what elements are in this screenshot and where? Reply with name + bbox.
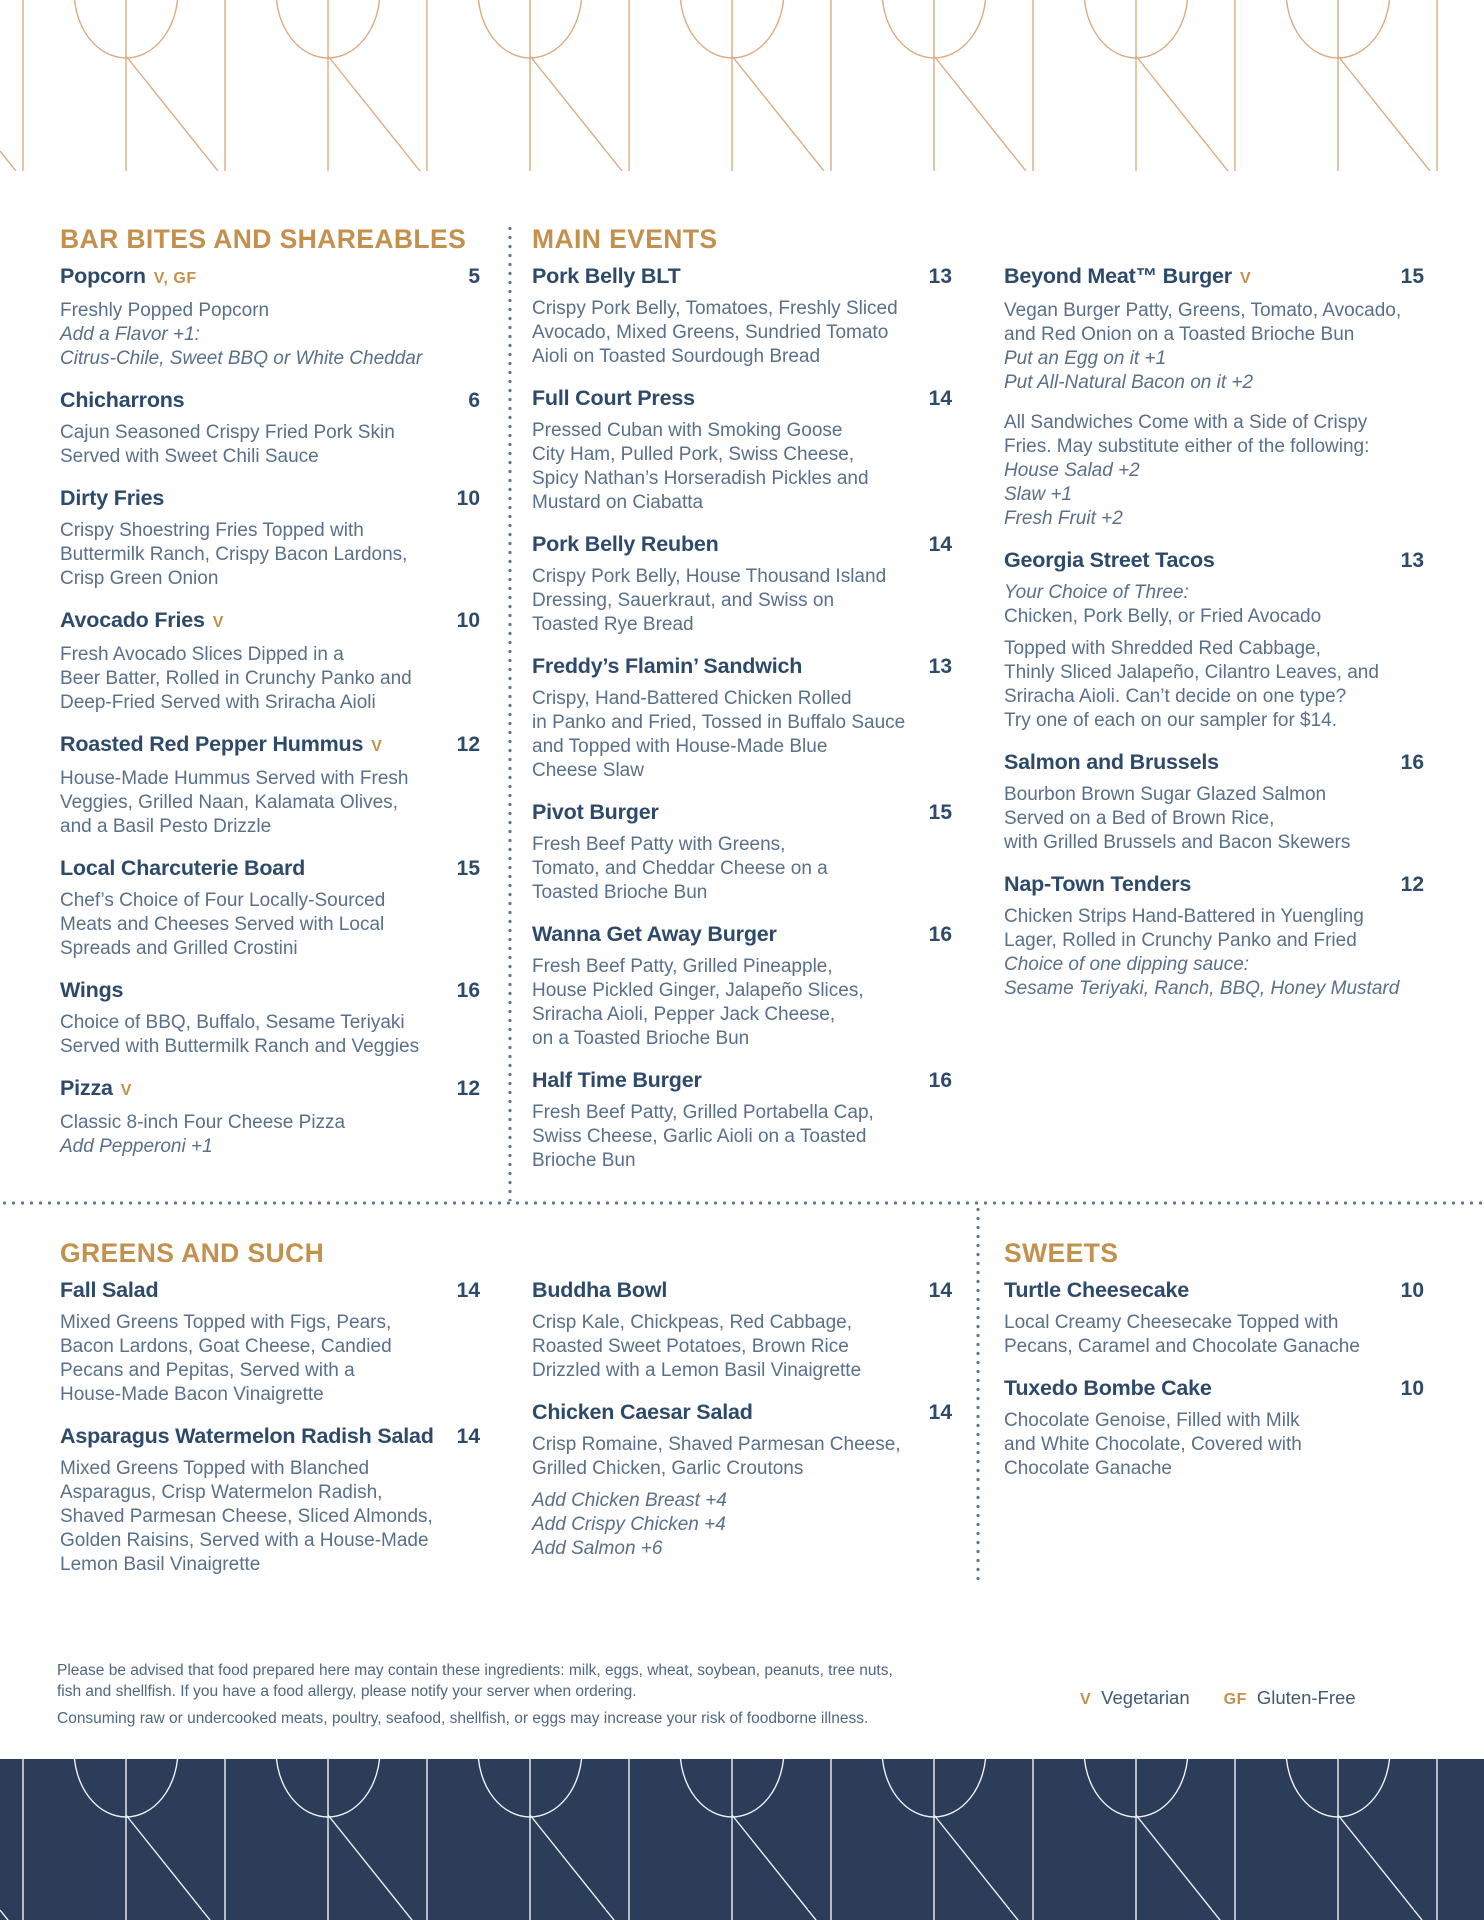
item-price: 14 (456, 1425, 480, 1448)
sandwich-sides-note (1004, 411, 1424, 531)
menu-item-pizza (60, 1075, 480, 1159)
note-option-line: Fresh Fruit +2 (1004, 508, 1123, 529)
item-desc-line: Sriracha Aioli. Can’t decide on one type? (1004, 686, 1347, 707)
menu-item-buddha-bowl (532, 1277, 952, 1383)
item-desc-line: House Pickled Ginger, Jalapeño Slices, (532, 980, 864, 1001)
item-desc-line: Mixed Greens Topped with Figs, Pears, (60, 1312, 392, 1333)
item-desc-line: Crispy Pork Belly, House Thousand Island (532, 566, 887, 587)
menu-item-turtle-cheesecake (1004, 1277, 1424, 1359)
item-desc-line: Crispy Pork Belly, Tomatoes, Freshly Sliced (532, 298, 898, 319)
item-desc-line: Meats and Cheeses Served with Local (60, 914, 385, 935)
menu-item-asparagus-salad (60, 1423, 480, 1577)
item-price: 14 (928, 1401, 952, 1424)
menu-item-chicharrons (60, 387, 480, 469)
item-name: Local Charcuterie Board (60, 856, 306, 880)
item-name: Pizza (60, 1076, 113, 1100)
menu-bottom-section (0, 1205, 1484, 1655)
menu-item-hummus (60, 731, 480, 839)
menu-item-avocado-fries (60, 607, 480, 715)
item-desc-line: Tomato, and Cheddar Cheese on a (532, 858, 828, 879)
item-desc-line: Served with Sweet Chili Sauce (60, 446, 319, 467)
item-desc-line: and Red Onion on a Toasted Brioche Bun (1004, 324, 1355, 345)
diet-badge: V (1239, 270, 1252, 287)
item-desc-line: Toasted Rye Bread (532, 614, 694, 635)
item-desc-line: Chocolate Ganache (1004, 1458, 1172, 1479)
item-desc-line: Deep-Fried Served with Sriracha Aioli (60, 692, 376, 713)
item-price: 12 (1400, 873, 1424, 896)
note-option-line: House Salad +2 (1004, 460, 1140, 481)
item-price: 14 (928, 1279, 952, 1302)
diet-badge: V (371, 738, 383, 755)
item-name: Dirty Fries (60, 486, 165, 510)
item-desc-line: Thinly Sliced Jalapeño, Cilantro Leaves, and (1004, 662, 1379, 683)
item-note-line: Add a Flavor +1: (60, 324, 200, 345)
item-price: 13 (928, 655, 952, 678)
menu-item-tuxedo-bombe-cake (1004, 1375, 1424, 1481)
vegetarian-label: Vegetarian (1101, 1687, 1190, 1708)
item-desc-line: with Grilled Brussels and Bacon Skewers (1004, 832, 1351, 853)
item-price: 13 (928, 265, 952, 288)
item-price: 16 (1400, 751, 1424, 774)
item-name: Chicken Caesar Salad (532, 1400, 753, 1424)
menu-top-section (0, 171, 1484, 1201)
menu-item-charcuterie (60, 855, 480, 961)
item-desc-line: Bacon Lardons, Goat Cheese, Candied (60, 1336, 392, 1357)
section-title-sweets: SWEETS (1004, 1238, 1119, 1268)
item-desc-line: and Topped with House-Made Blue (532, 736, 828, 757)
item-name: Avocado Fries (60, 608, 205, 632)
item-name: Fall Salad (60, 1278, 159, 1302)
item-note-line: Put All-Natural Bacon on it +2 (1004, 372, 1254, 393)
item-desc-line: and White Chocolate, Covered with (1004, 1434, 1302, 1455)
diet-badge: V (212, 614, 224, 631)
item-note-line: Add Pepperoni +1 (60, 1136, 213, 1157)
item-note-line: Your Choice of Three: (1004, 582, 1189, 603)
vertical-dotted-divider (976, 1205, 980, 1582)
item-desc-line: Lager, Rolled in Crunchy Panko and Fried (1004, 930, 1357, 951)
item-desc-line: Spicy Nathan’s Horseradish Pickles and (532, 468, 869, 489)
diet-badge: V (120, 1082, 132, 1099)
item-price: 14 (928, 387, 952, 410)
item-desc-line: Crisp Kale, Chickpeas, Red Cabbage, (532, 1312, 853, 1333)
item-name: Pivot Burger (532, 800, 659, 824)
item-desc-line: Pecans and Pepitas, Served with a (60, 1360, 355, 1381)
vertical-dotted-divider (508, 224, 512, 1201)
item-desc-line: Aioli on Toasted Sourdough Bread (532, 346, 821, 367)
item-name: Nap-Town Tenders (1004, 872, 1192, 896)
item-desc-line: Crispy Shoestring Fries Topped with (60, 520, 364, 541)
item-desc-line: Lemon Basil Vinaigrette (60, 1554, 261, 1575)
main-events-column (532, 224, 952, 1201)
item-desc-line: Avocado, Mixed Greens, Sundried Tomato (532, 322, 889, 343)
menu-item-full-court-press (532, 385, 952, 515)
item-price: 15 (456, 857, 480, 880)
item-price: 14 (928, 533, 952, 556)
item-desc-line: Chicken, Pork Belly, or Fried Avocado (1004, 606, 1322, 627)
item-desc-line: Local Creamy Cheesecake Topped with (1004, 1312, 1339, 1333)
footer (0, 1655, 1484, 1759)
item-desc-line: City Ham, Pulled Pork, Swiss Cheese, (532, 444, 855, 465)
bar-bites-column (60, 224, 480, 1201)
item-name: Full Court Press (532, 386, 695, 410)
item-desc-line: Pressed Cuban with Smoking Goose (532, 420, 843, 441)
item-desc-line: Chocolate Genoise, Filled with Milk (1004, 1410, 1300, 1431)
item-desc-line: in Panko and Fried, Tossed in Buffalo Sauce (532, 712, 906, 733)
item-note-line: Put an Egg on it +1 (1004, 348, 1167, 369)
menu-item-chicken-caesar-salad (532, 1399, 952, 1561)
item-desc-line: Cheese Slaw (532, 760, 644, 781)
item-name: Roasted Red Pepper Hummus (60, 732, 364, 756)
menu-item-beyond-meat-burger (1004, 263, 1424, 395)
menu-item-salmon-and-brussels (1004, 749, 1424, 855)
item-desc-line: Spreads and Grilled Crostini (60, 938, 298, 959)
item-desc-line: Fresh Avocado Slices Dipped in a (60, 644, 344, 665)
item-desc-line: Vegan Burger Patty, Greens, Tomato, Avocado, (1004, 300, 1402, 321)
item-desc-line: Dressing, Sauerkraut, and Swiss on (532, 590, 835, 611)
item-desc-line: Mustard on Ciabatta (532, 492, 704, 513)
item-name: Wanna Get Away Burger (532, 922, 777, 946)
item-desc-line: Fresh Beef Patty, Grilled Portabella Cap, (532, 1102, 874, 1123)
menu-item-georgia-street-tacos (1004, 547, 1424, 733)
allergy-disclaimer-line: fish and shellfish. If you have a food allergy, please notify your server when ordering. (57, 1682, 637, 1700)
item-note-line: Add Salmon +6 (532, 1538, 663, 1559)
item-name: Freddy’s Flamin’ Sandwich (532, 654, 803, 678)
item-desc-line: Shaved Parmesan Cheese, Sliced Almonds, (60, 1506, 433, 1527)
item-price: 10 (456, 487, 480, 510)
item-desc-line: Bourbon Brown Sugar Glazed Salmon (1004, 784, 1327, 805)
menu-item-nap-town-tenders (1004, 871, 1424, 1001)
item-desc-line: House-Made Bacon Vinaigrette (60, 1384, 324, 1405)
item-desc-line: Crispy, Hand-Battered Chicken Rolled (532, 688, 852, 709)
item-price: 5 (468, 265, 480, 288)
diet-badge: V, GF (153, 270, 197, 287)
greens-column (60, 1238, 480, 1655)
greens-column-right (532, 1238, 952, 1655)
menu-item-wings (60, 977, 480, 1059)
gluten-free-label: Gluten-Free (1256, 1687, 1356, 1708)
section-title-main-events: MAIN EVENTS (532, 224, 718, 254)
item-price: 14 (456, 1279, 480, 1302)
item-price: 16 (928, 923, 952, 946)
item-desc-line: Sriracha Aioli, Pepper Jack Cheese, (532, 1004, 836, 1025)
item-name: Buddha Bowl (532, 1278, 668, 1302)
item-desc-line: Toasted Brioche Bun (532, 882, 708, 903)
menu-item-popcorn (60, 263, 480, 371)
note-text-line: Fries. May substitute either of the following: (1004, 436, 1370, 457)
item-desc-line: Swiss Cheese, Garlic Aioli on a Toasted (532, 1126, 867, 1147)
item-desc-line: Fresh Beef Patty, Grilled Pineapple, (532, 956, 833, 977)
item-price: 6 (468, 389, 480, 412)
item-desc-line: Mixed Greens Topped with Blanched (60, 1458, 370, 1479)
diet-legend (1080, 1687, 1356, 1709)
item-name: Tuxedo Bombe Cake (1004, 1376, 1212, 1400)
section-title-bar-bites: BAR BITES AND SHAREABLES (60, 224, 467, 254)
item-desc-line: Topped with Shredded Red Cabbage, (1004, 638, 1321, 659)
item-desc-line: Buttermilk Ranch, Crispy Bacon Lardons, (60, 544, 408, 565)
item-desc-line: Brioche Bun (532, 1150, 636, 1171)
item-note-line: Choice of one dipping sauce: (1004, 954, 1250, 975)
item-desc-line: Golden Raisins, Served with a House-Made (60, 1530, 429, 1551)
item-desc-line: Grilled Chicken, Garlic Croutons (532, 1458, 804, 1479)
item-name: Turtle Cheesecake (1004, 1278, 1190, 1302)
sweets-column (1004, 1238, 1424, 1655)
menu-item-pivot-burger (532, 799, 952, 905)
item-price: 10 (456, 609, 480, 632)
item-price: 12 (456, 733, 480, 756)
item-desc-line: House-Made Hummus Served with Fresh (60, 768, 409, 789)
gluten-free-symbol: GF (1223, 1691, 1247, 1708)
item-name: Pork Belly BLT (532, 264, 681, 288)
item-desc-line: Classic 8-inch Four Cheese Pizza (60, 1112, 346, 1133)
item-desc-line: Chicken Strips Hand-Battered in Yuengling (1004, 906, 1364, 927)
item-desc-line: Fresh Beef Patty with Greens, (532, 834, 786, 855)
item-desc-line: Crisp Green Onion (60, 568, 219, 589)
item-note-line: Add Chicken Breast +4 (532, 1490, 727, 1511)
item-name: Pork Belly Reuben (532, 532, 719, 556)
menu-item-pork-belly-blt (532, 263, 952, 369)
menu-item-fall-salad (60, 1277, 480, 1407)
item-name: Salmon and Brussels (1004, 750, 1219, 774)
item-desc-line: and a Basil Pesto Drizzle (60, 816, 272, 837)
note-option-line: Slaw +1 (1004, 484, 1073, 505)
vegetarian-symbol: V (1080, 1691, 1092, 1708)
item-desc-line: Drizzled with a Lemon Basil Vinaigrette (532, 1360, 862, 1381)
item-price: 12 (456, 1077, 480, 1100)
item-desc-line: Roasted Sweet Potatoes, Brown Rice (532, 1336, 849, 1357)
item-name: Half Time Burger (532, 1068, 702, 1092)
item-price: 13 (1400, 549, 1424, 572)
item-desc-line: Pecans, Caramel and Chocolate Ganache (1004, 1336, 1360, 1357)
item-note-line: Citrus-Chile, Sweet BBQ or White Cheddar (60, 348, 423, 369)
item-price: 16 (928, 1069, 952, 1092)
item-price: 16 (456, 979, 480, 1002)
item-desc-line: Cajun Seasoned Crispy Fried Pork Skin (60, 422, 395, 443)
item-note-line: Sesame Teriyaki, Ranch, BBQ, Honey Mustard (1004, 978, 1400, 999)
item-name: Georgia Street Tacos (1004, 548, 1215, 572)
item-desc-line: Chef’s Choice of Four Locally-Sourced (60, 890, 386, 911)
item-name: Popcorn (60, 264, 146, 288)
item-desc-line: Served on a Bed of Brown Rice, (1004, 808, 1275, 829)
item-desc-line: on a Toasted Brioche Bun (532, 1028, 750, 1049)
menu-item-wanna-get-away-burger (532, 921, 952, 1051)
menu-item-pork-belly-reuben (532, 531, 952, 637)
item-desc-line: Veggies, Grilled Naan, Kalamata Olives, (60, 792, 398, 813)
item-desc-line: Try one of each on our sampler for $14. (1004, 710, 1338, 731)
item-price: 15 (1400, 265, 1424, 288)
item-name: Asparagus Watermelon Radish Salad (60, 1424, 434, 1448)
item-price: 10 (1400, 1377, 1424, 1400)
section-title-greens: GREENS AND SUCH (60, 1238, 325, 1268)
item-desc-line: Freshly Popped Popcorn (60, 300, 270, 321)
item-desc-line: Beer Batter, Rolled in Crunchy Panko and (60, 668, 412, 689)
item-name: Chicharrons (60, 388, 185, 412)
item-price: 10 (1400, 1279, 1424, 1302)
item-desc-line: Served with Buttermilk Ranch and Veggies (60, 1036, 420, 1057)
menu-item-dirty-fries (60, 485, 480, 591)
allergy-disclaimer-line: Please be advised that food prepared here may contain these ingredients: milk, eggs, wheat, soybean, peanuts, tree nuts, (57, 1662, 893, 1679)
main-events-column-right (1004, 224, 1424, 1201)
consumption-warning-line: Consuming raw or undercooked meats, poultry, seafood, shellfish, or eggs may increase your risk of foodborne illness. (57, 1710, 869, 1727)
top-decorative-pattern (0, 0, 1484, 171)
bottom-decorative-pattern (0, 1759, 1484, 1920)
item-price: 15 (928, 801, 952, 824)
menu-item-half-time-burger (532, 1067, 952, 1173)
menu-item-freddys-flamin-sandwich (532, 653, 952, 783)
item-name: Beyond Meat™ Burger (1004, 264, 1232, 288)
item-name: Wings (60, 978, 124, 1002)
item-desc-line: Asparagus, Crisp Watermelon Radish, (60, 1482, 383, 1503)
note-text-line: All Sandwiches Come with a Side of Crispy (1004, 412, 1368, 433)
item-desc-line: Crisp Romaine, Shaved Parmesan Cheese, (532, 1434, 901, 1455)
item-desc-line: Choice of BBQ, Buffalo, Sesame Teriyaki (60, 1012, 405, 1033)
item-note-line: Add Crispy Chicken +4 (532, 1514, 726, 1535)
